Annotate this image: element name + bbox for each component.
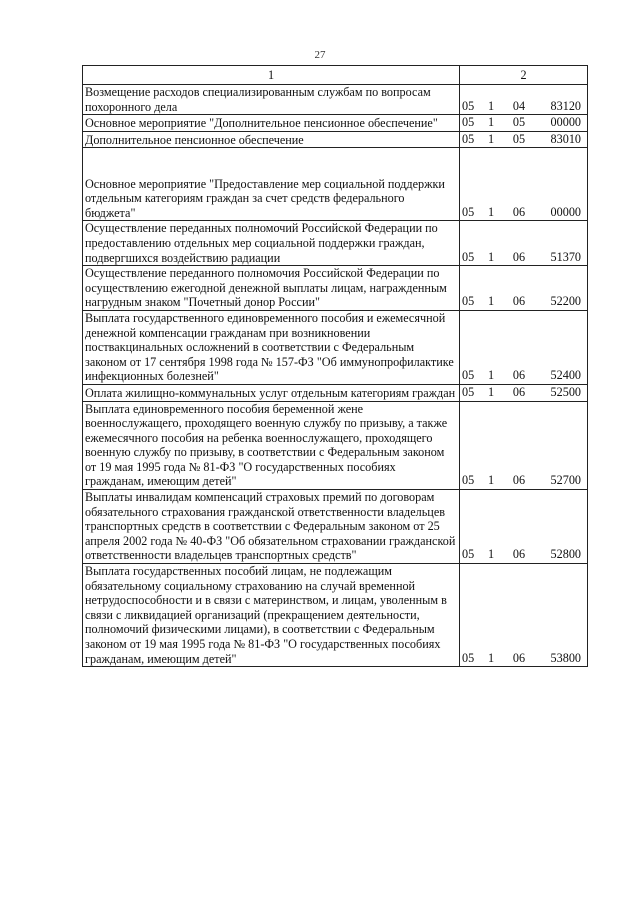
row-name: Возмещение расходов специализированным службам по вопросам похоронного дела [83, 85, 460, 115]
code-number: 52700 [550, 473, 581, 488]
code-section: 05 [462, 547, 475, 562]
row-code [460, 310, 588, 384]
code-number: 52800 [550, 547, 581, 562]
table-row [83, 148, 588, 221]
code-number: 51370 [550, 249, 581, 264]
code-section: 05 [462, 473, 475, 488]
table-row [83, 384, 588, 401]
table-row [83, 310, 588, 384]
code-number: 00000 [550, 204, 581, 219]
row-name: Выплата государственных пособий лицам, не подлежащим обязательному социальному страхованию на случай временной нетрудоспособности и в связи с материнством, и лицам, уволенным в связи с ликвидацией организаций (прекращением деятельности, полномочий физическими лицами), в соответствии с Федеральным законом от 19 мая 1995 года № 81-ФЗ "О государственных пособиях гражданам, имеющим детей" [83, 564, 460, 667]
code-number: 83010 [550, 131, 581, 146]
table-row [83, 266, 588, 311]
table-row [83, 85, 588, 115]
code-group: 06 [512, 294, 526, 309]
code-number: 83120 [550, 98, 581, 113]
row-code [460, 131, 588, 148]
code-subsection: 1 [487, 115, 495, 130]
code-section: 05 [462, 368, 475, 383]
page-number: 27 [314, 49, 326, 61]
row-name: Осуществление переданных полномочий Российской Федерации по предоставлению отдельных мер социальной поддержки граждан, подвергшихся воздействию радиации [83, 221, 460, 266]
table-row [83, 131, 588, 148]
code-section: 05 [462, 131, 475, 146]
row-code [460, 564, 588, 667]
row-name: Выплаты инвалидам компенсаций страховых премий по договорам обязательного страхования гражданской ответственности владельцев транспортных средств в соответствии с Федеральным законом от 25 апреля 2002 года № 40-ФЗ "Об обязательном страховании гражданской ответственности владельцев транспортных средств" [83, 490, 460, 564]
code-subsection: 1 [487, 131, 495, 146]
row-code [460, 148, 588, 221]
table-row [83, 564, 588, 667]
code-section: 05 [462, 650, 475, 665]
code-group: 06 [512, 547, 526, 562]
code-section: 05 [462, 294, 475, 309]
table-row [83, 115, 588, 132]
table-row [83, 221, 588, 266]
code-subsection: 1 [487, 650, 495, 665]
row-name: Основное мероприятие "Предоставление мер социальной поддержки отдельным категориям граждан за счет средств федерального бюджета" [83, 148, 460, 221]
code-subsection: 1 [487, 473, 495, 488]
row-code [460, 115, 588, 132]
table-header-row [83, 66, 588, 85]
row-code [460, 384, 588, 401]
row-code [460, 266, 588, 311]
budget-classification-table [82, 65, 588, 667]
code-section: 05 [462, 115, 475, 130]
code-section: 05 [462, 204, 475, 219]
code-subsection: 1 [487, 384, 495, 399]
row-name: Осуществление переданного полномочия Российской Федерации по осуществлению ежегодной денежной выплаты лицам, награжденным нагрудным знаком "Почетный донор России" [83, 266, 460, 311]
code-group: 06 [512, 249, 526, 264]
code-subsection: 1 [487, 98, 495, 113]
code-number: 53800 [550, 650, 581, 665]
code-number: 52200 [550, 294, 581, 309]
code-group: 06 [512, 368, 526, 383]
code-group: 06 [512, 473, 526, 488]
code-section: 05 [462, 98, 475, 113]
code-group: 04 [512, 98, 526, 113]
code-group: 06 [512, 650, 526, 665]
row-name: Дополнительное пенсионное обеспечение [83, 131, 460, 148]
row-code [460, 401, 588, 490]
code-group: 05 [512, 131, 526, 146]
row-code [460, 490, 588, 564]
code-subsection: 1 [487, 368, 495, 383]
code-number: 52400 [550, 368, 581, 383]
row-name: Выплата единовременного пособия беременной жене военнослужащего, проходящего военную службу по призыву, а также ежемесячного пособия на ребенка военнослужащего, проходящего военную службу по призыву, в соответствии с Федеральным законом от 19 мая 1995 года № 81-ФЗ "О государственных пособиях гражданам, имеющим детей" [83, 401, 460, 490]
row-name: Выплата государственного единовременного пособия и ежемесячной денежной компенсации гражданам при возникновении поствакцинальных осложнений в соответствии с Федеральным законом от 17 сентября 1998 года № 157-ФЗ "Об иммунопрофилактике инфекционных болезней" [83, 310, 460, 384]
code-group: 06 [512, 204, 526, 219]
row-name: Оплата жилищно-коммунальных услуг отдельным категориям граждан [83, 384, 460, 401]
code-subsection: 1 [487, 294, 495, 309]
code-section: 05 [462, 384, 475, 399]
row-code [460, 85, 588, 115]
code-subsection: 1 [487, 249, 495, 264]
row-code [460, 221, 588, 266]
code-number: 52500 [550, 384, 581, 399]
code-group: 05 [512, 115, 526, 130]
column-header-2: 2 [460, 66, 588, 85]
code-number: 00000 [550, 115, 581, 130]
code-subsection: 1 [487, 547, 495, 562]
table-row [83, 401, 588, 490]
code-subsection: 1 [487, 204, 495, 219]
row-name: Основное мероприятие "Дополнительное пенсионное обеспечение" [83, 115, 460, 132]
code-group: 06 [512, 384, 526, 399]
table-row [83, 490, 588, 564]
column-header-1: 1 [83, 66, 460, 85]
code-section: 05 [462, 249, 475, 264]
